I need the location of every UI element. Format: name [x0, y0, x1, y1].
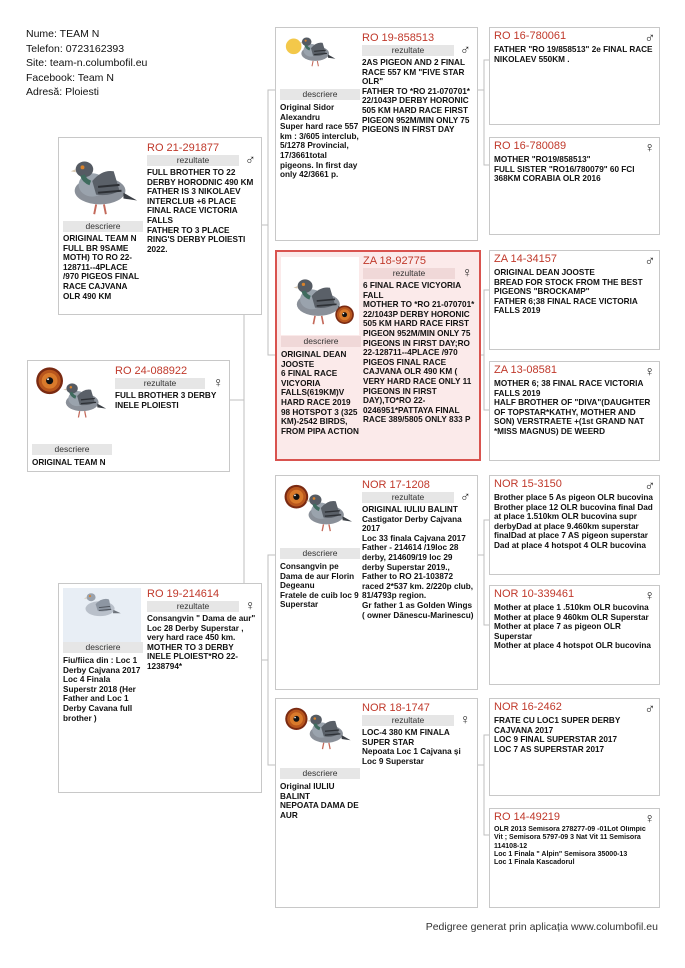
ggp-text: MOTHER "RO19/858513" FULL SISTER "RO16/780079" 60 FCI 368KM CORABIA OLR 2016 — [494, 155, 635, 184]
father-notes: FULL BROTHER TO 22 DERBY HORODNIC 490 KM FATHER IS 3 NIKOLAEV INTERCLUB +6 PLACE FINAL RACE VICTORIA FALLS FATHER TO 3 PLACE RING'S DERBY PLOIESTI 2022. — [147, 168, 254, 254]
male-sex-icon: ♂ — [644, 29, 655, 45]
ggp-ring: NOR 10-339461 — [494, 588, 575, 600]
ff-ring: RO 19-858513 — [362, 32, 435, 44]
mother-desc: Fiu/fiica din : Loc 1 Derby Cajvana 2017 Loc 4 Finala Superstr 2018 (Her Father and Loc 1 Derby Cavana full brother ) — [63, 656, 141, 723]
footer-credit: Pedigree generat prin aplicația www.columbofil.eu — [425, 921, 658, 933]
mf-desc: Consangvin pe Dama de aur Florin Degeanu Fratele de cuib loc 9 Superstar — [280, 562, 359, 610]
mf-photo — [280, 480, 358, 548]
mm-notes: LOC-4 380 KM FINALA SUPER STAR Nepoata Loc 1 Cajvana și Loc 9 Superstar — [362, 728, 461, 766]
ggp-text: MOTHER 6; 38 FINAL RACE VICTORIA FALLS 2019 HALF BROTHER OF "DIVA"(DAUGHTER OF TOPSTAR*KATHY, MOTHER AND SON) VERSTRAETE +(1st GRAND NAT *MISS MAGNUS) DE WEERD — [494, 379, 651, 436]
ggp-text: OLR 2013 Semisora 278277-09 -01Lot Olimpic Vit ; Semisora 5797-09 3 Nat Vit 11 Semisora 114108-12 Loc 1 Finala " Alpin" Semisora 35000-13 Loc 1 Finala Kascadorul — [494, 826, 646, 867]
ggp-text: FATHER "RO 19/858513" 2e FINAL RACE NIKOLAEV 550KM . — [494, 45, 653, 64]
ggp-card-0 — [489, 27, 660, 125]
father-descriere-button[interactable]: descriere — [63, 221, 143, 232]
fm-notes: 6 FINAL RACE VICYORIA FALL MOTHER TO *RO 21-070701* 22/1043P DERBY HORONIC 505 KM HARD RACE FIRST PIGEON 952M/MIN ONLY 75 PIGEONS IN FIRST DAY;RO 22-128711--4PLACE /970 PIGEOS FINAL RACE CAJVANA OLR 490 KM ( VERY HARD RACE ONLY 11 PIGEONS IN FIRST DAY),TO*RO 22-0246951*PATTAYA FINAL RACE 389/5805 ONLY 833 P — [363, 281, 475, 425]
fm-rezultate-button[interactable]: rezultate — [363, 268, 455, 279]
subject-photo — [32, 365, 110, 435]
mm-photo — [280, 703, 358, 767]
ggp-ring: RO 14-49219 — [494, 811, 561, 823]
father-photo — [63, 142, 141, 220]
subject-descriere-button[interactable]: descriere — [32, 444, 112, 455]
mother-card — [58, 583, 262, 793]
fm-card — [275, 250, 481, 461]
father-card — [58, 137, 262, 315]
female-sex-icon: ♀ — [644, 139, 655, 155]
female-sex-icon: ♀ — [644, 587, 655, 603]
ggp-ring: RO 16-780061 — [494, 30, 567, 42]
ff-card — [275, 27, 478, 241]
male-sex-icon: ♂ — [644, 252, 655, 268]
mother-notes: Consangvin " Dama de aur" Loc 28 Derby Superstar , very hard race 450 km. MOTHER TO 3 DERBY INELE PLOIEST*RO 22-1238794* — [147, 614, 256, 671]
ggp-card-3 — [489, 361, 660, 461]
ff-rezultate-button[interactable]: rezultate — [362, 45, 454, 56]
mm-desc: Original IULIU BALINT NEPOATA DAMA DE AUR — [280, 782, 359, 820]
ggp-ring: RO 16-780089 — [494, 140, 567, 152]
male-sex-icon: ♂ — [460, 41, 471, 57]
owner-site: Site: team-n.columbofil.eu — [26, 57, 148, 70]
ggp-ring: ZA 13-08581 — [494, 364, 557, 376]
ggp-text: FRATE CU LOC1 SUPER DERBY CAJVANA 2017 LOC 9 FINAL SUPERSTAR 2017 LOC 7 AS SUPERSTAR 2017 — [494, 716, 621, 754]
subject-card — [27, 360, 230, 472]
ff-notes: 2AS PIGEON AND 2 FINAL RACE 557 KM "FIVE STAR OLR" FATHER TO *RO 21-070701* 22/1043P DERBY HORONIC 505 KM HARD RACE FIRST PIGEON 952M/MIN ONLY 75 PIGEONS IN FIRST DAY — [362, 58, 470, 135]
ggp-card-1 — [489, 137, 660, 235]
owner-facebook: Facebook: Team N — [26, 71, 114, 84]
mother-descriere-button[interactable]: descriere — [63, 642, 143, 653]
owner-address: Adresă: Ploiesti — [26, 86, 99, 99]
pigeon-photo-icon — [281, 256, 359, 336]
subject-desc: ORIGINAL TEAM N — [32, 458, 106, 467]
father-desc: ORIGINAL TEAM N FULL BR 9SAME MOTH) TO RO 22-128711--4PLACE /970 PIGEOS FINAL RACE CAJVANA OLR 490 KM — [63, 234, 139, 301]
fm-desc: ORIGINAL DEAN JOOSTE 6 FINAL RACE VICYORIA FALLS(619KM)V HARD RACE 2019 98 HOTSPOT 3 (325 KM)-2542 BIRDS, FROM PIPA ACTION — [281, 350, 359, 436]
mm-rezultate-button[interactable]: rezultate — [362, 715, 454, 726]
male-sex-icon: ♂ — [644, 477, 655, 493]
mother-photo — [63, 588, 141, 642]
pigeon-photo-icon — [280, 32, 358, 88]
mm-ring: NOR 18-1747 — [362, 702, 430, 714]
male-sex-icon: ♂ — [245, 151, 256, 167]
pigeon-photo-icon — [63, 588, 141, 642]
fm-ring: ZA 18-92775 — [363, 255, 426, 267]
owner-name: Nume: TEAM N — [26, 28, 100, 40]
mf-rezultate-button[interactable]: rezultate — [362, 492, 454, 503]
female-sex-icon: ♀ — [644, 810, 655, 826]
ggp-card-5 — [489, 585, 660, 685]
ff-photo — [280, 32, 358, 88]
pigeon-photo-icon — [280, 480, 358, 548]
female-sex-icon: ♀ — [213, 374, 224, 390]
fm-descriere-button[interactable]: descriere — [281, 336, 361, 347]
subject-notes: FULL BROTHER 3 DERBY INELE PLOIESTI — [115, 391, 217, 410]
pigeon-photo-icon — [32, 365, 110, 435]
mf-ring: NOR 17-1208 — [362, 479, 430, 491]
ggp-card-7 — [489, 808, 660, 908]
mf-notes: ORIGINAL IULIU BALINT Castigator Derby Cajvana 2017 Loc 33 finala Cajvana 2017 Father - 214614 /19loc 28 derby, 214609/19 loc 29 derby Superstar 2019., Father to RO 21-103872 raced 2*537 km. 2/220p club, 81/4793p region. Gr father 1 as Golden Wings ( owner Dănescu-Marinescu) — [362, 505, 474, 620]
female-sex-icon: ♀ — [245, 597, 256, 613]
male-sex-icon: ♂ — [460, 488, 471, 504]
ggp-card-2 — [489, 250, 660, 350]
ggp-text: Brother place 5 As pigeon OLR bucovina Brother place 12 OLR bucovina final Dad at place 1.510km OLR bucovina supr derbyDad at place 9.460km superstar finalDad at place 7 AS pigeon superstar Dad at place 4 hotspot 4 OLR bucovina — [494, 493, 653, 550]
pigeon-photo-icon — [63, 142, 141, 220]
subject-rezultate-button[interactable]: rezultate — [115, 378, 205, 389]
ggp-card-4 — [489, 475, 660, 575]
female-sex-icon: ♀ — [460, 711, 471, 727]
mf-card — [275, 475, 478, 690]
female-sex-icon: ♀ — [644, 363, 655, 379]
ggp-text: ORIGINAL DEAN JOOSTE BREAD FOR STOCK FROM THE BEST PIGEONS "BROCKAMP" FATHER 6;38 FINAL RACE VICTORIA FALLS 2019 — [494, 268, 643, 316]
subject-ring: RO 24-088922 — [115, 365, 188, 377]
pigeon-photo-icon — [280, 703, 358, 767]
male-sex-icon: ♂ — [644, 700, 655, 716]
fm-photo — [281, 256, 359, 336]
ggp-ring: NOR 15-3150 — [494, 478, 562, 490]
female-sex-icon: ♀ — [462, 264, 473, 280]
mf-descriere-button[interactable]: descriere — [280, 548, 360, 559]
mm-card — [275, 698, 478, 908]
ggp-ring: NOR 16-2462 — [494, 701, 562, 713]
owner-phone: Telefon: 0723162393 — [26, 42, 125, 55]
ggp-text: Mother at place 1 .510km OLR bucovina Mother at place 9 460km OLR Superstar Mother at place 7 as pigeon OLR Superstar Mother at place 4 hotspot OLR bucovina — [494, 603, 651, 651]
ggp-card-6 — [489, 698, 660, 796]
mother-rezultate-button[interactable]: rezultate — [147, 601, 239, 612]
mother-ring: RO 19-214614 — [147, 588, 220, 600]
father-ring: RO 21-291877 — [147, 142, 220, 154]
mm-descriere-button[interactable]: descriere — [280, 768, 360, 779]
owner-info — [26, 27, 147, 100]
ff-desc: Original Sidor Alexandru Super hard race 557 km : 3/605 interclub, 5/1278 Provincial, 17/3661total pigeons. In first day only 42/3661 p. — [280, 103, 359, 180]
ff-descriere-button[interactable]: descriere — [280, 89, 360, 100]
ggp-ring: ZA 14-34157 — [494, 253, 557, 265]
father-rezultate-button[interactable]: rezultate — [147, 155, 239, 166]
